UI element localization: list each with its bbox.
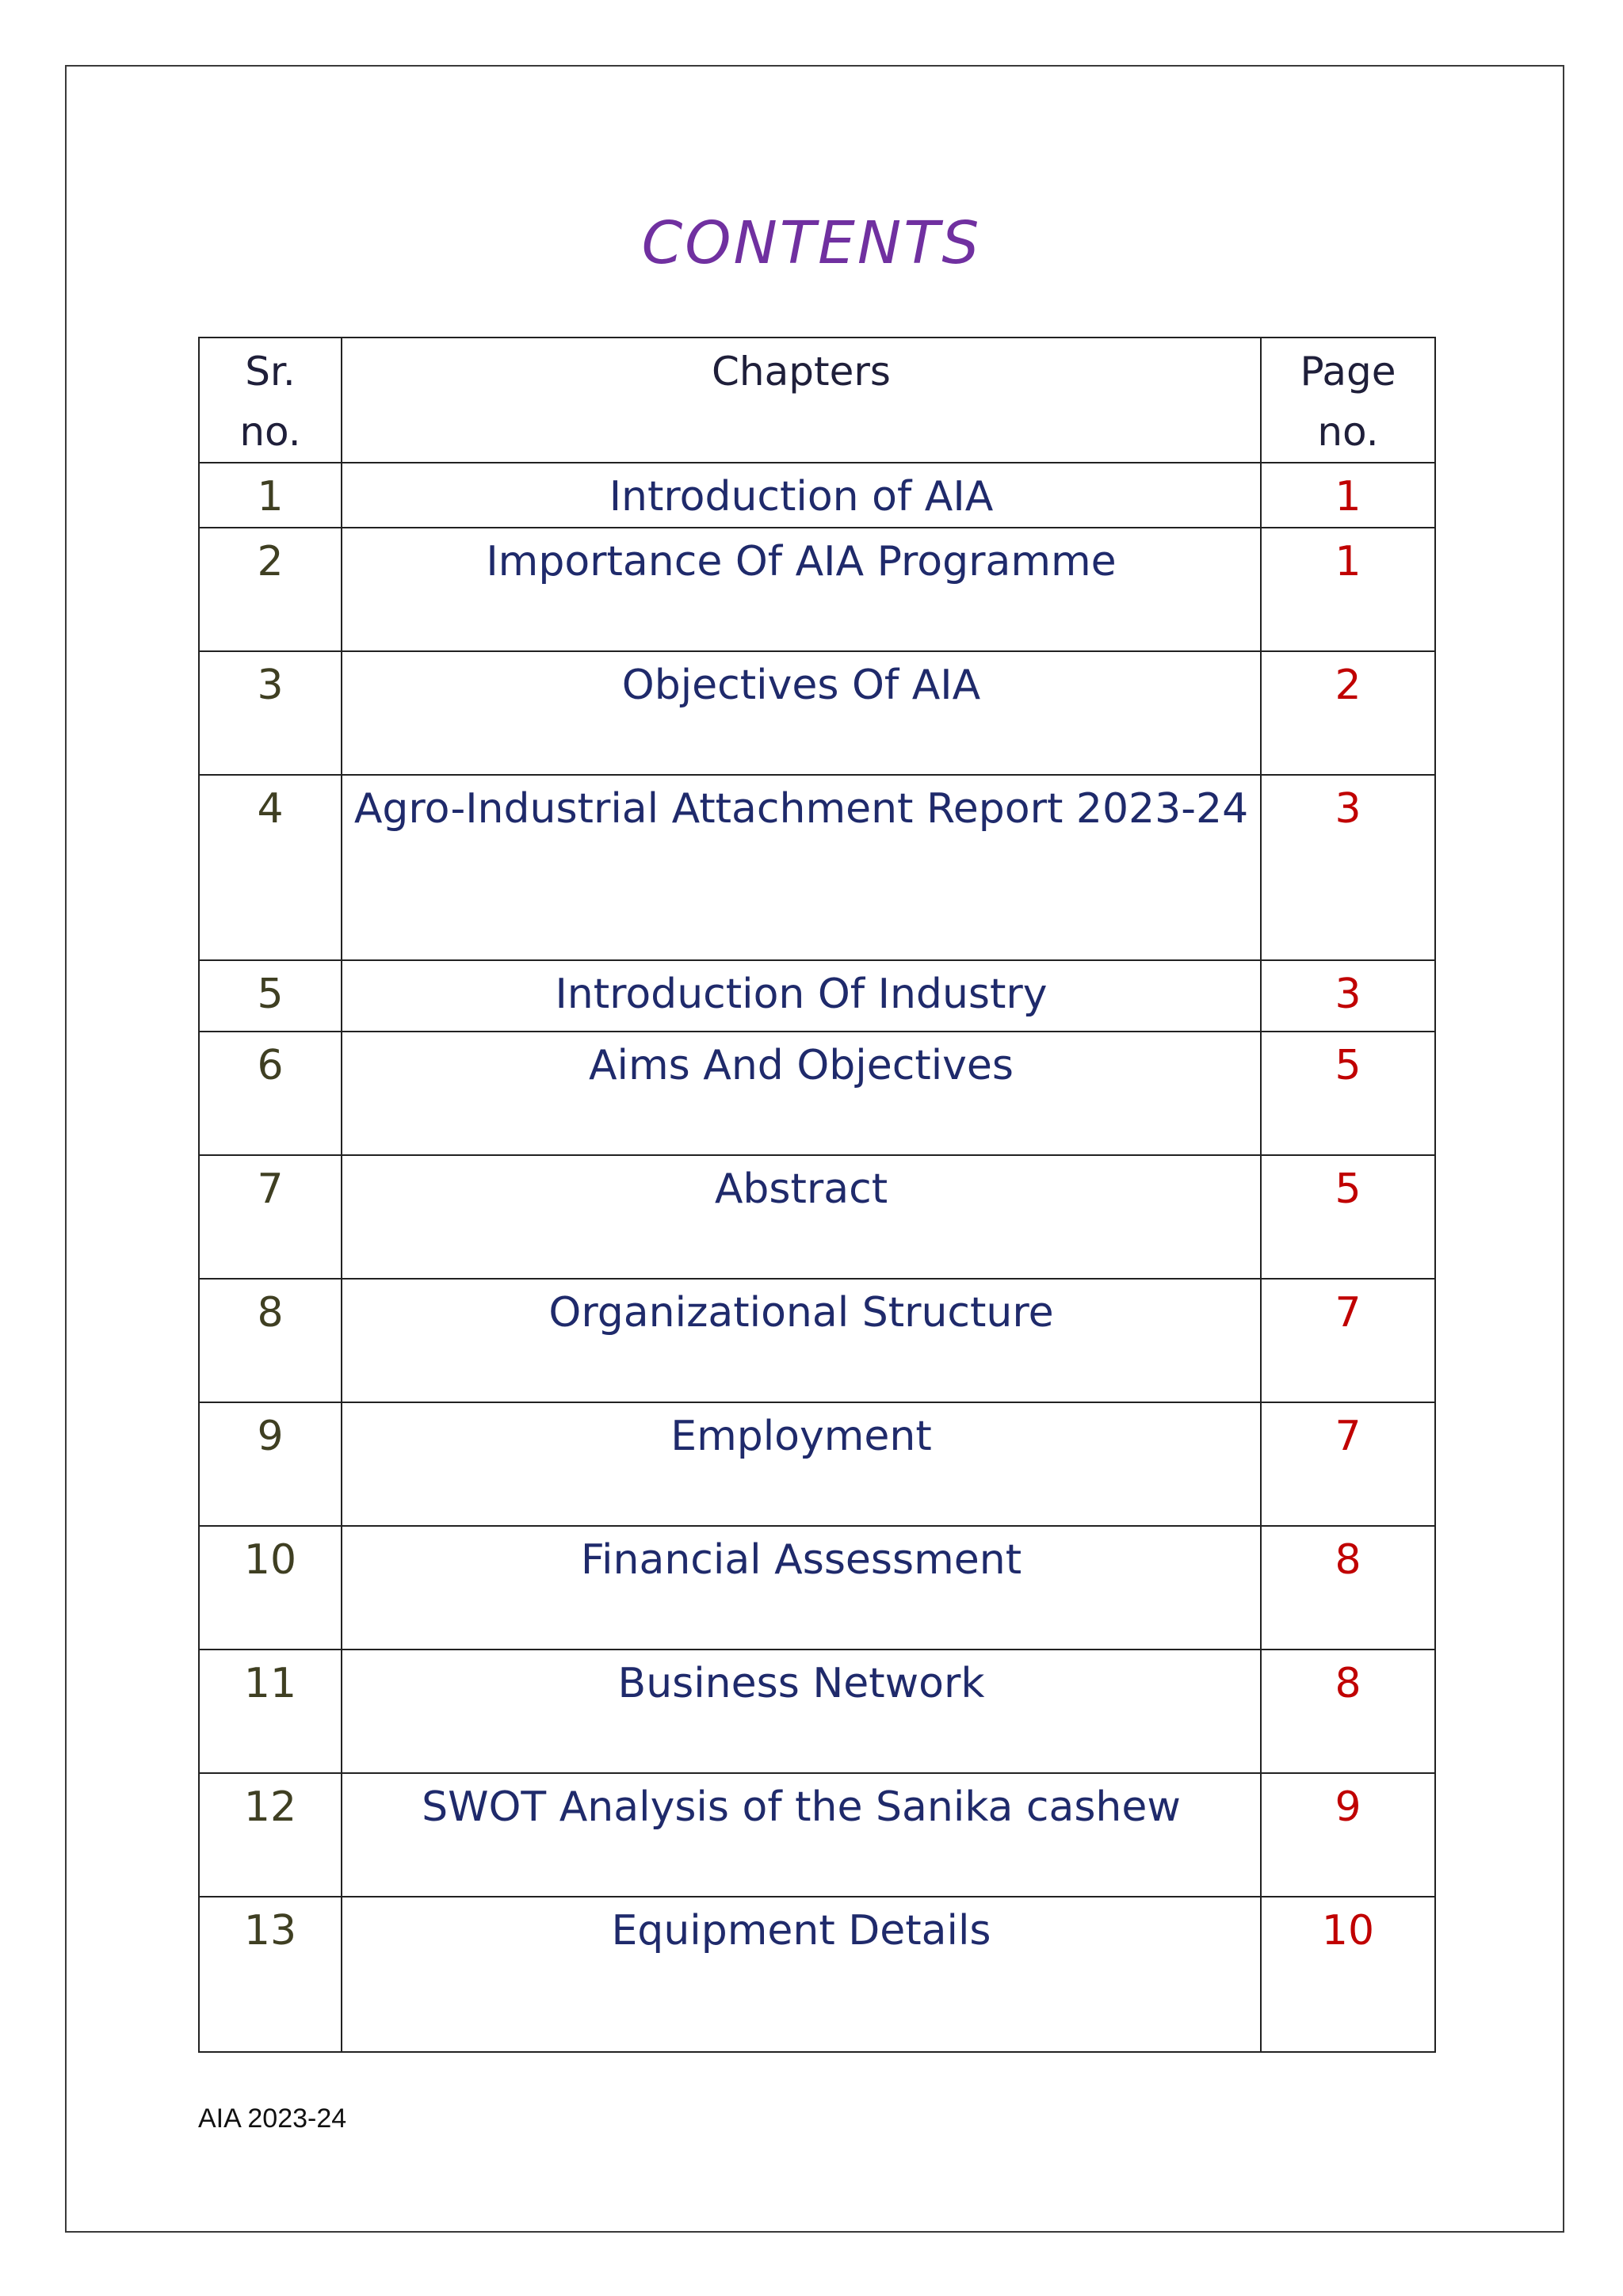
row-chapter: Agro-Industrial Attachment Report 2023-24 xyxy=(342,775,1261,960)
row-page-no: 8 xyxy=(1261,1650,1435,1773)
row-chapter: Employment xyxy=(342,1402,1261,1526)
page-title: CONTENTS xyxy=(641,209,982,277)
row-sr-no: 9 xyxy=(199,1402,342,1526)
header-sr-no xyxy=(199,338,342,463)
row-page-no: 5 xyxy=(1261,1155,1435,1279)
table-row xyxy=(199,1032,1435,1155)
row-sr-no: 4 xyxy=(199,775,342,960)
header-chapters: Chapters xyxy=(342,338,1261,463)
row-sr-no: 3 xyxy=(199,651,342,775)
row-sr-no: 7 xyxy=(199,1155,342,1279)
header-page-no xyxy=(1261,338,1435,463)
row-page-no: 3 xyxy=(1261,960,1435,1032)
row-page-no: 3 xyxy=(1261,775,1435,960)
row-chapter: Introduction Of Industry xyxy=(342,960,1261,1032)
row-page-no: 5 xyxy=(1261,1032,1435,1155)
row-sr-no: 11 xyxy=(199,1650,342,1773)
row-chapter: Financial Assessment xyxy=(342,1526,1261,1650)
table-row xyxy=(199,651,1435,775)
row-sr-no: 1 xyxy=(199,463,342,528)
table-row xyxy=(199,1402,1435,1526)
row-chapter: SWOT Analysis of the Sanika cashew xyxy=(342,1773,1261,1897)
row-page-no: 7 xyxy=(1261,1402,1435,1526)
table-row xyxy=(199,960,1435,1032)
header-page-line1: Page xyxy=(1300,349,1396,395)
table-row xyxy=(199,775,1435,960)
row-chapter: Abstract xyxy=(342,1155,1261,1279)
row-sr-no: 5 xyxy=(199,960,342,1032)
row-chapter: Aims And Objectives xyxy=(342,1032,1261,1155)
table-row xyxy=(199,1897,1435,2052)
row-chapter: Equipment Details xyxy=(342,1897,1261,2052)
header-sr-line1: Sr. xyxy=(245,349,296,395)
row-page-no: 10 xyxy=(1261,1897,1435,2052)
row-sr-no: 10 xyxy=(199,1526,342,1650)
header-page-line2: no. xyxy=(1317,409,1379,455)
contents-table xyxy=(198,337,1436,2053)
row-sr-no: 8 xyxy=(199,1279,342,1402)
row-page-no: 8 xyxy=(1261,1526,1435,1650)
table-row xyxy=(199,1650,1435,1773)
table-row xyxy=(199,1773,1435,1897)
row-chapter: Objectives Of AIA xyxy=(342,651,1261,775)
page-footer: AIA 2023-24 xyxy=(198,2103,347,2134)
row-page-no: 1 xyxy=(1261,463,1435,528)
table-row xyxy=(199,1526,1435,1650)
row-sr-no: 13 xyxy=(199,1897,342,2052)
table-header-row xyxy=(199,338,1435,463)
row-page-no: 7 xyxy=(1261,1279,1435,1402)
table-row xyxy=(199,1155,1435,1279)
row-page-no: 2 xyxy=(1261,651,1435,775)
row-chapter: Importance Of AIA Programme xyxy=(342,528,1261,651)
row-page-no: 1 xyxy=(1261,528,1435,651)
table-row xyxy=(199,463,1435,528)
row-chapter: Introduction of AIA xyxy=(342,463,1261,528)
table-row xyxy=(199,1279,1435,1402)
row-page-no: 9 xyxy=(1261,1773,1435,1897)
table-row xyxy=(199,528,1435,651)
row-sr-no: 6 xyxy=(199,1032,342,1155)
row-sr-no: 12 xyxy=(199,1773,342,1897)
row-chapter: Business Network xyxy=(342,1650,1261,1773)
row-chapter: Organizational Structure xyxy=(342,1279,1261,1402)
header-sr-line2: no. xyxy=(239,409,301,455)
row-sr-no: 2 xyxy=(199,528,342,651)
